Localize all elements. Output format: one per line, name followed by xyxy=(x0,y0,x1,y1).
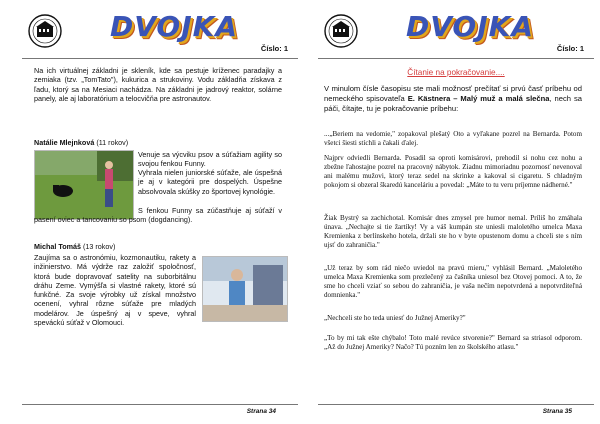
page-number: Strana 35 xyxy=(542,408,572,415)
michal-age: (13 rokov) xyxy=(83,242,116,251)
story-paragraph-4: „Už teraz by som rád niečo uviedol na pravú mieru," vyhlásil Bernard. „Maloletého umelca Maxa Kremienka som prezlečený za čašníka uniesol bez Otovej pomoci. A to, že sme ho chceli vziať so sebou do zahraničia, je vaša nečím nepotvrdená a nepotvrditeľná domnienka." xyxy=(324,264,582,300)
story-paragraph-6: „To by mi tak ešte chýbalo! Toto malé revúce stvorenie?" Bernard sa striasol odporom. „Až do Južnej Ameriky? Načo? Tú pozním len zo školského atlasu." xyxy=(324,334,582,352)
natalie-age: (11 rokov) xyxy=(96,138,129,147)
story-paragraph-1: ...„Beriem na vedomie," zopakoval plešatý Oto a vyľakane pozrel na Bernarda. Potom všetci šiesti stíchli a čakali ďalej. xyxy=(324,130,582,148)
magazine-title: DVOJKA xyxy=(110,10,239,43)
story-intro xyxy=(324,84,582,114)
story-intro-a: V minulom čísle časopisu ste mali možnosť prečítať si prvú časť príbehu od nemeckého spisovateľa xyxy=(324,84,582,103)
michal-text: Zaujíma sa o astronómiu, kozmonautiku, rakety a inžinierstvo. Má výdrže raz založiť spoločnosť, ktorá bude dopravovať satelity na suborbitálnu dráhu Zeme. Vymýšľa si vlastné rakety, ktoré sú funkčné. Za svoje výrobky už získal množstvo ocenení, vyhral rôzne súťaže pre mladých modelárov. Je úspešný aj v speve, vyhral speváckú súťaž v Olomouci. xyxy=(34,253,196,328)
story-paragraph-3: Žiak Bystrý sa zachichotal. Komisár dnes zmysel pre humor nemal. Príliš ho zmáhala únava. „Nechajte si tie žartíky! Vy a váš kumpán ste uniesli maloletého umelca Maxa Kremienka z berlínskeho hotela, držali ste ho v byte opustenom domu a chceli ste s ním ujsť do zahraničia." xyxy=(324,214,582,250)
michal-photo xyxy=(202,256,288,322)
right-page xyxy=(318,0,594,424)
intro-paragraph: Na ich virtuálnej základni je skleník, kde sa pestuje kríženec paradajky a zemiaka (tzv. „TomTato"), kukurica a strukoviny. Vodu základňa získava z ľadu, ktorý sa na Mesiaci nachádza. Na základni je jadrový reaktor, solárne panely, ale aj laboratórium a telocvičňa pre astronautov. xyxy=(34,66,282,103)
story-paragraph-2: Najprv odviedli Bernarda. Posadil sa oproti komisárovi, prehodil si nohu cez nohu a zbežne ľahostajne pozrel na pracovný nábytok. Ziadnu mimoriadnu pozornosť nevenoval ani malému mužovi, ktorý teraz sedel na skrinke a kakoval si cigaretu. S chladným pokojom si obzeral škaredú kanceláriu a povedal: „Máte to tu veru príjemne nádherné." xyxy=(324,154,582,190)
michal-heading xyxy=(34,242,154,251)
page-number: Strana 34 xyxy=(246,408,276,415)
header-divider xyxy=(318,58,594,59)
school-logo-icon xyxy=(28,14,62,48)
left-page xyxy=(22,0,298,424)
story-author-title: E. Kästnera – Malý muž a malá slečna xyxy=(407,94,550,103)
footer-divider xyxy=(318,404,594,405)
section-heading: Čítanie na pokračovanie.... xyxy=(407,68,505,77)
natalie-heading xyxy=(34,138,154,147)
michal-name: Michal Tomáš xyxy=(34,242,81,251)
story-paragraph-5: „Nechceli ste ho teda uniesť do Južnej Ameriky?" xyxy=(324,314,466,322)
natalie-text-1: Venuje sa výcviku psov a súťažiam agility so svojou fenkou Funny. xyxy=(138,150,282,169)
issue-number: Číslo: 1 xyxy=(260,44,288,53)
footer-divider xyxy=(22,404,298,405)
natalie-text-3: S fenkou Funny sa zúčastňuje aj súťaží v pasení oviec a tancovaniu so psom (dogdancing). xyxy=(34,206,282,225)
story-intro-b: , nech sa páči, čítajte, tu je pokračovanie príbehu: xyxy=(324,94,582,113)
header-divider xyxy=(22,58,298,59)
natalie-name: Natálie Mlejnková xyxy=(34,138,95,147)
issue-number: Číslo: 1 xyxy=(556,44,584,53)
magazine-title: DVOJKA xyxy=(406,10,535,43)
school-logo-icon xyxy=(324,14,358,48)
natalie-text-2: Vyhrala nielen juniorské súťaže, ale úspešná je aj v kategórii pre dospelých. Úspešne absolvovala skúšky zo športovej kynológie. xyxy=(138,168,282,196)
